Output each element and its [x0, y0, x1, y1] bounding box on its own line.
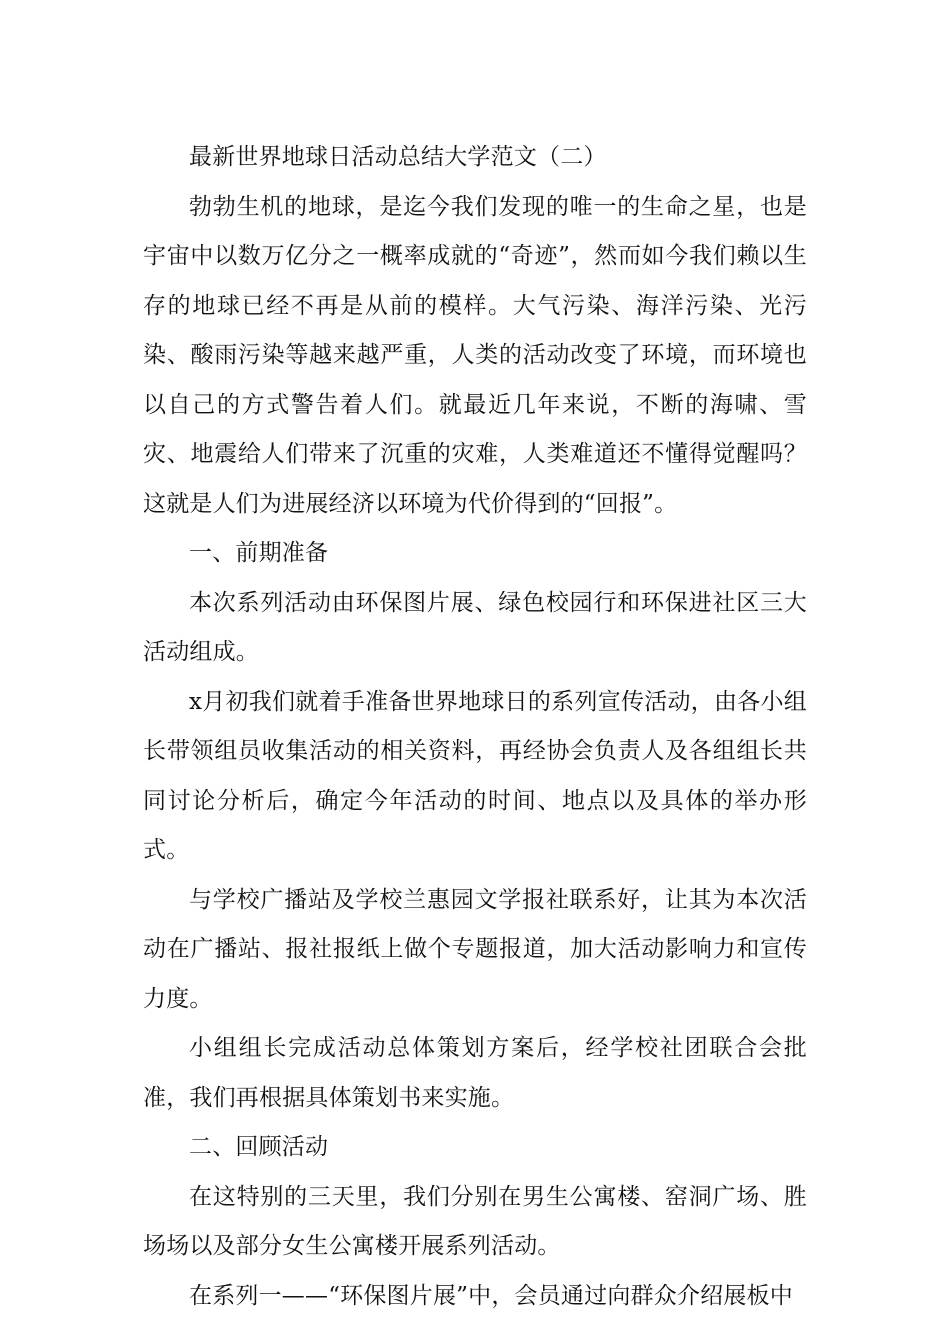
section-heading-preparation: 一、前期准备: [189, 540, 329, 566]
section-heading-review: 二、回顾活动: [189, 1134, 329, 1160]
body-paragraph: 与学校广播站及学校兰惠园文学报社联系好，让其为本次活动在广播站、报社报纸上做个专题报道，加大活动影响力和宣传力度。: [143, 886, 807, 1012]
document-title: 最新世界地球日活动总结大学范文（二）: [189, 144, 607, 170]
intro-paragraph: 勃勃生机的地球，是迄今我们发现的唯一的生命之星，也是宇宙中以数万亿分之一概率成就的“奇迹”，然而如今我们赖以生存的地球已经不再是从前的模样。大气污染、海洋污染、光污染、酸雨污染等越来越严重，人类的活动改变了环境，而环境也以自己的方式警告着人们。就最近几年来说，不断的海啸、雪灾、地震给人们带来了沉重的灾难，人类难道还不懂得觉醒吗？这就是人们为进展经济以环境为代价得到的“回报”。: [143, 193, 807, 517]
body-paragraph: 在系列一——“环保图片展”中，会员通过向群众介绍展板中: [189, 1282, 793, 1309]
body-paragraph: 小组组长完成活动总体策划方案后，经学校社团联合会批准，我们再根据具体策划书来实施。: [143, 1035, 807, 1111]
body-paragraph: 在这特别的三天里，我们分别在男生公寓楼、窑洞广场、胜场场以及部分女生公寓楼开展系列活动。: [143, 1183, 807, 1259]
body-paragraph: 本次系列活动由环保图片展、绿色校园行和环保进社区三大活动组成。: [143, 589, 807, 665]
document-body: [143, 133, 807, 1321]
body-paragraph: x月初我们就着手准备世界地球日的系列宣传活动，由各小组长带领组员收集活动的相关资料，再经协会负责人及各组组长共同讨论分析后，确定今年活动的时间、地点以及具体的举办形式。: [143, 688, 807, 863]
